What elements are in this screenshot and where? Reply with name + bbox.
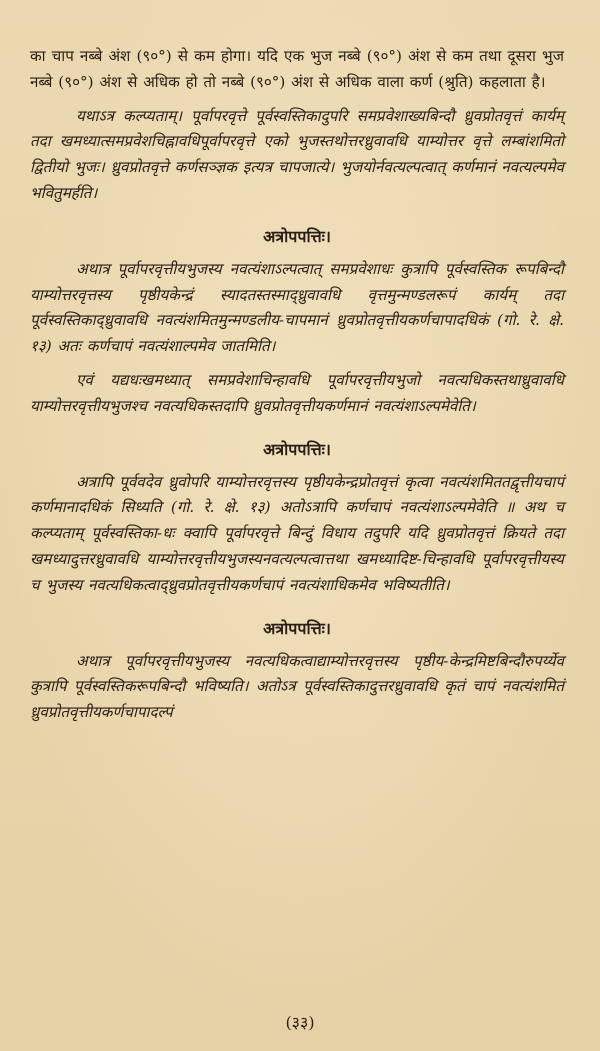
paragraph-proof-2: अत्रापि पूर्ववदेव ध्रुवोपरि याम्योत्तरवृत्तस्य पृष्ठीयकेन्द्रप्रोतवृत्तं कृत्वा नवत्यंशमिततद्वृत्तीयचापं कर्णमानादधिकं सिध्यति (गो. रे. क्षे. १३) अतोऽत्रापि कर्णचापं नवत्यंशाऽल्पमेवेति ॥ अथ च कल्प्यताम् पूर्वस्वस्तिका-धः क्वापि पूर्वापरवृत्ते बिन्दुं विधाय तदुपरि यदि ध्रुवप्रोतवृत्तं क्रियते तदा खमध्यादुत्तरध्रुवावधि याम्योत्तरवृत्तीयभुजस्यनवत्यल्पत्वात्तथा खमध्यादिष्ट-चिन्हावधि पूर्वापरवृत्तीयस्य च भुजस्य नवत्यधिकत्वाद्ध्रुवप्रोतवृत्तीयकर्णचापं नवत्यंशाधिकमेव भविष्यतीति। xyxy=(30,472,564,594)
paragraph-proof-3: अथात्र पूर्वापरवृत्तीयभुजस्य नवत्यधिकत्वाद्याम्योत्तरवृत्तस्य पृष्ठीय-केन्द्रमिष्टबिन्दौरुपर्य्येव कुत्रापि पूर्वस्वस्तिकरूपबिन्दौ भविष्यति। अतोऽत्र पूर्वस्वस्तिकादुत्तरध्रुवावधि कृतं चापं नवत्यंशमितं ध्रुवप्रोतवृत्तीयकर्णचापादल्पं xyxy=(30,651,564,722)
paragraph-case-2: एवं यद्यधःखमध्यात् समप्रवेशाचिन्हावधि पूर्वापरवृत्तीयभुजो नवत्यधिकस्तथाध्रुवावधि याम्योत्तरवृत्तीयभुजश्च नवत्यधिकस्तदापि ध्रुवप्रोतवृत्तीयकर्णमानं नवत्यंशाऽल्पमेवेति। xyxy=(30,370,564,415)
paragraph-continuation: का चाप नब्बे अंश (९०°) से कम होगा। यदि एक भुज नब्बे (९०°) अंश से कम तथा दूसरा भुज नब्बे (९०°) अंश से अधिक हो तो नब्बे (९०°) अंश से अधिक वाला कर्ण (श्रुति) कहलाता है। xyxy=(30,47,564,91)
section-heading-3: अत्रोपपत्तिः। xyxy=(263,618,331,638)
paragraph-example: यथाऽत्र कल्प्यताम्। पूर्वापरवृत्ते पूर्वस्वस्तिकादुपरि समप्रवेशाख्यबिन्दौ ध्रुवप्रोतवृत्तं कार्यम् तदा खमध्यात्समप्रवेशचिह्नावधिपूर्वापरवृत्ते एको भुजस्तथोत्तरध्रुवावधि याम्योत्तर वृत्ते लम्बांशमितो द्वितीयो भुजः। ध्रुवप्रोतवृत्ते कर्णसञ्ज्ञक इत्यत्र चापजात्ये। भुजयोर्नवत्यल्पत्वात् कर्णमानं नवत्यल्पमेव भवितुमर्हति। xyxy=(30,106,564,202)
paragraph-proof-1: अथात्र पूर्वापरवृत्तीयभुजस्य नवत्यंशाऽल्पत्वात् समप्रवेशाधः कुत्रापि पूर्वस्वस्तिक रूपबिन्दौ याम्योत्तरवृत्तस्य पृष्ठीयकेन्द्रं स्यादतस्तस्माद्ध्रुवावधि वृत्तमुन्मण्डलरूपं कार्यम् तदा पूर्वस्वस्तिकाद्ध्रुवावधि नवत्यंशमितमुन्मण्डलीय-चापमानं ध्रुवप्रोतवृत्तीयकर्णचापादधिकं (गो. रे. क्षे. १३) अतः कर्णचापं नवत्यंशाल्पमेव जातमिति। xyxy=(30,259,564,356)
spacer xyxy=(30,360,564,368)
section-heading-1: अत्रोपपत्तिः। xyxy=(263,226,331,246)
page-number: (३३) xyxy=(285,1013,315,1032)
spacer xyxy=(30,96,564,104)
section-heading-2: अत्रोपपत्तिः। xyxy=(263,439,331,459)
